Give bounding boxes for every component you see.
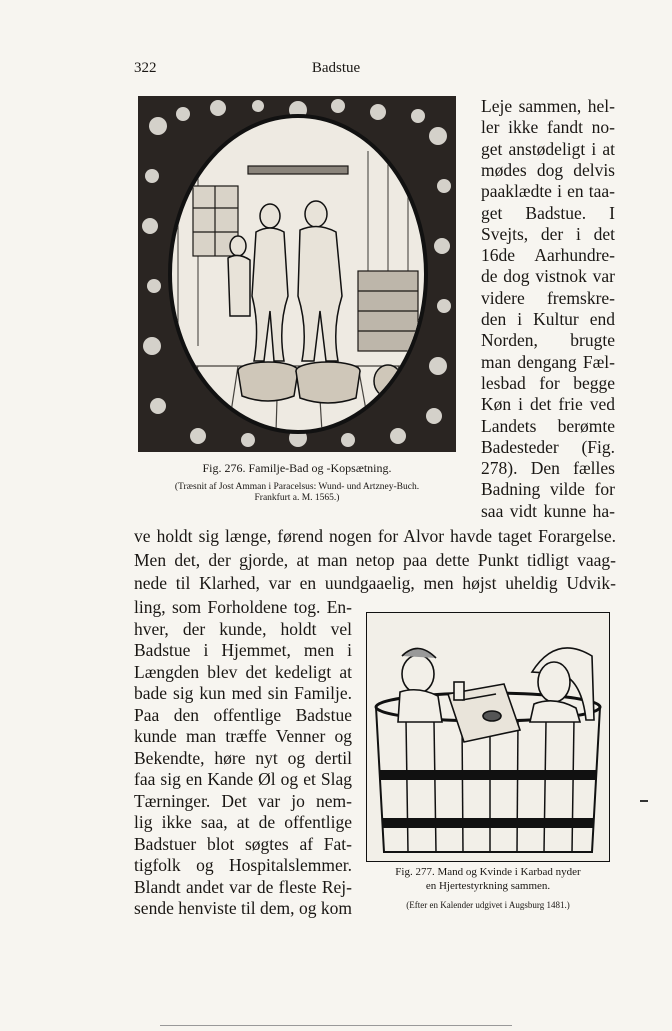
text-line: Blandt andet var de fleste Rej- xyxy=(134,876,352,897)
text-line: get anstødeligt i at xyxy=(481,138,615,159)
woodcut-bathhouse-illustration xyxy=(138,96,456,452)
figure-276-source-line-2: Frankfurt a. M. 1565.) xyxy=(254,493,340,503)
text-line: Svejts, der i det xyxy=(481,223,615,244)
text-line: get Badstue. I xyxy=(481,202,615,223)
text-line: 278). Den fælles xyxy=(481,458,615,479)
figure-277-woodcut xyxy=(366,612,610,862)
text-line: faa sig en Kande Øl og et Slag xyxy=(134,769,352,789)
text-line: Norden, brugte xyxy=(481,330,615,351)
text-line: nede til Klarhed, var en uundgaaelig, men højst uheldig Udvik- xyxy=(134,573,616,593)
text-line: kunde man træffe Venner og xyxy=(134,726,352,746)
text-line: Paa den offentlige Badstue xyxy=(134,704,352,725)
figure-277-caption-line-2: en Hjertestyrkning sammen. xyxy=(425,880,551,892)
figure-276-woodcut xyxy=(138,96,456,452)
text-line: mødes dog delvis xyxy=(481,159,615,180)
text-line: sende henviste til dem, og kom xyxy=(134,898,352,918)
running-head: Badstue xyxy=(311,60,361,76)
text-line: Landets berømte xyxy=(481,415,615,436)
text-line: 16de Aarhundre- xyxy=(481,245,615,266)
text-line: hver, der kunde, holdt vel xyxy=(134,618,352,639)
text-line: Køn i det frie ved xyxy=(481,394,615,415)
page-number: 322 xyxy=(134,60,157,76)
text-line: Tærninger. Det var jo nem- xyxy=(134,790,352,811)
text-line: Bekendte, høre nyt og dertil xyxy=(134,747,352,768)
text-line: de dog vistnok var xyxy=(481,266,615,287)
text-line: lesbad for begge xyxy=(481,372,615,393)
figure-276-source-line-1: (Træsnit af Jost Amman i Paracelsus: Wund- und Artzney-Buch. xyxy=(174,482,420,492)
text-line: Længden blev det kedeligt at xyxy=(134,661,352,682)
text-line: bade sig kun med sin Familje. xyxy=(134,683,352,703)
text-line: Badesteder (Fig. xyxy=(481,436,615,457)
text-line: Men det, der gjorde, at man netop paa dette Punkt tidligt vaag- xyxy=(134,549,616,570)
text-line: videre fremskre- xyxy=(481,287,615,308)
figure-277-source: (Efter en Kalender udgivet i Augsburg 1481.) xyxy=(406,900,570,910)
text-line: Badstue i Hjemmet, men i xyxy=(134,640,352,660)
text-line: ler ikke fandt no- xyxy=(481,117,615,138)
text-line: Leje sammen, hel- xyxy=(481,96,615,116)
figure-276-caption: Fig. 276. Familje-Bad og -Kopsætning. xyxy=(202,461,392,475)
text-line: Badning vilde for xyxy=(481,479,615,500)
text-line: ve holdt sig længe, førend nogen for Alvor havde taget Forargelse. xyxy=(134,526,616,546)
figure-277-caption-line-1: Fig. 277. Mand og Kvinde i Karbad nyder xyxy=(395,866,581,878)
text-line: Badstuer blot søgtes af Fat- xyxy=(134,833,352,854)
text-line: den i Kultur end xyxy=(481,309,615,329)
text-line: saa vidt kunne ha- xyxy=(481,500,615,521)
text-line: paaklædte i en taa- xyxy=(481,181,615,202)
text-line: ling, som Forholdene tog. En- xyxy=(134,597,352,617)
text-line: tigfolk og Hospitalslemmer. xyxy=(134,855,352,875)
woodcut-tub-bath-illustration xyxy=(366,612,610,862)
margin-mark xyxy=(640,800,648,802)
text-line: man dengang Fæl- xyxy=(481,351,615,372)
text-line: lig ikke saa, at de offentlige xyxy=(134,812,352,832)
bottom-edge-rule xyxy=(160,1025,512,1026)
